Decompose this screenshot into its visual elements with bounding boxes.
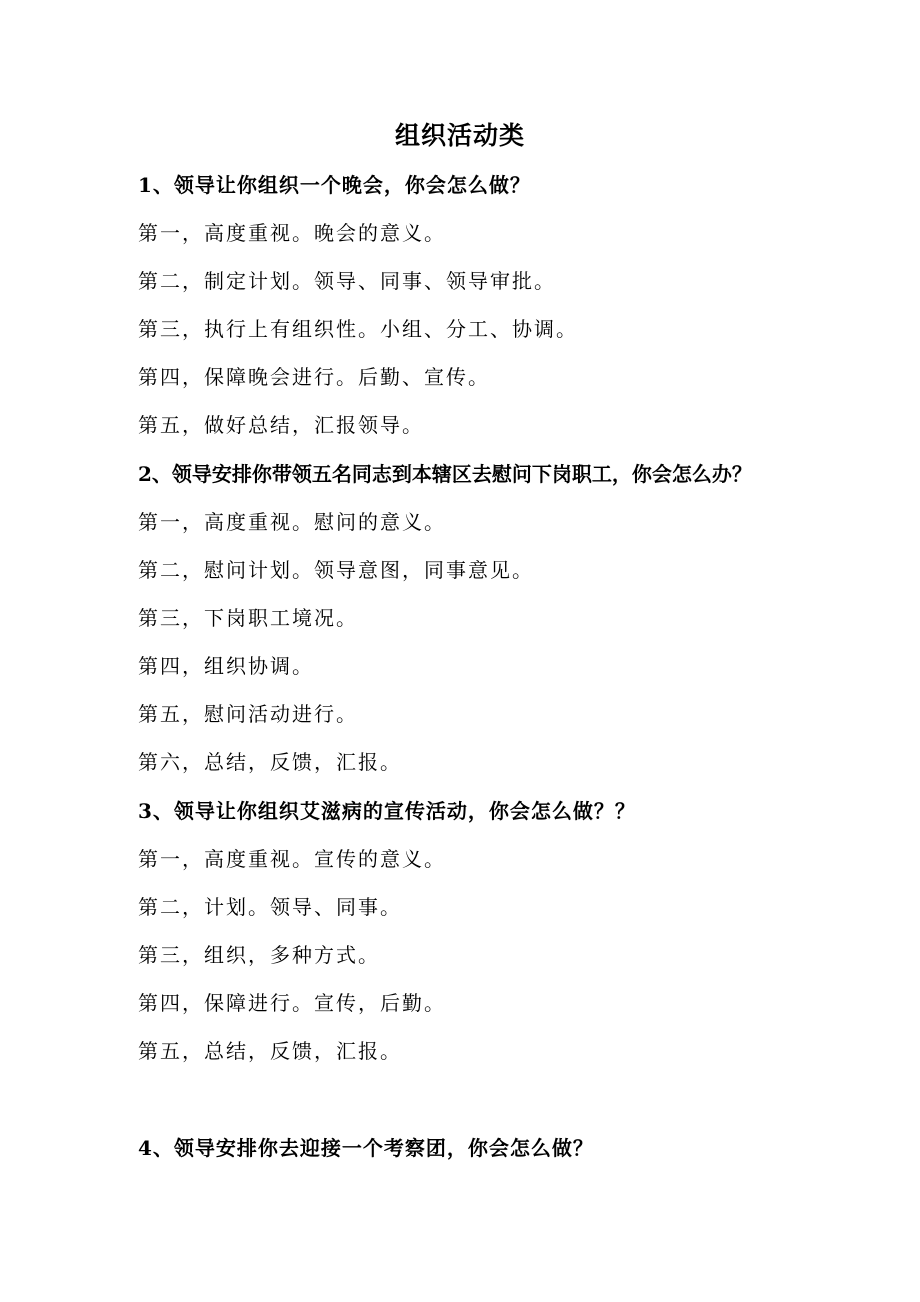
- answer-1-3: 第三，执行上有组织性。小组、分工、协调。: [138, 317, 578, 341]
- answer-2-3: 第三，下岗职工境况。: [138, 606, 358, 630]
- page-title: 组织活动类: [394, 121, 525, 150]
- answer-2-5: 第五，慰问活动进行。: [138, 702, 358, 726]
- answer-1-4: 第四，保障晚会进行。后勤、宣传。: [138, 365, 490, 389]
- question-2: 2、领导安排你带领五名同志到本辖区去慰问下岗职工，你会怎么办？: [138, 462, 752, 486]
- answer-1-5: 第五，做好总结，汇报领导。: [138, 413, 424, 437]
- answer-3-1: 第一，高度重视。宣传的意义。: [138, 847, 446, 871]
- question-1: 1、领导让你组织一个晚会，你会怎么做？: [138, 173, 531, 197]
- answer-2-4: 第四，组织协调。: [138, 654, 314, 678]
- answer-3-5: 第五，总结，反馈，汇报。: [138, 1039, 402, 1063]
- answer-1-1: 第一，高度重视。晚会的意义。: [138, 221, 446, 245]
- answer-2-1: 第一，高度重视。慰问的意义。: [138, 510, 446, 534]
- answer-2-2: 第二，慰问计划。领导意图，同事意见。: [138, 558, 534, 582]
- answer-3-2: 第二，计划。领导、同事。: [138, 895, 402, 919]
- answer-3-3: 第三，组织，多种方式。: [138, 943, 380, 967]
- answer-3-4: 第四，保障进行。宣传，后勤。: [138, 991, 446, 1015]
- answer-2-6: 第六，总结，反馈，汇报。: [138, 750, 402, 774]
- answer-1-2: 第二，制定计划。领导、同事、领导审批。: [138, 269, 556, 293]
- question-3: 3、领导让你组织艾滋病的宣传活动，你会怎么做？？: [138, 799, 636, 823]
- question-4: 4、领导安排你去迎接一个考察团，你会怎么做？: [138, 1136, 594, 1160]
